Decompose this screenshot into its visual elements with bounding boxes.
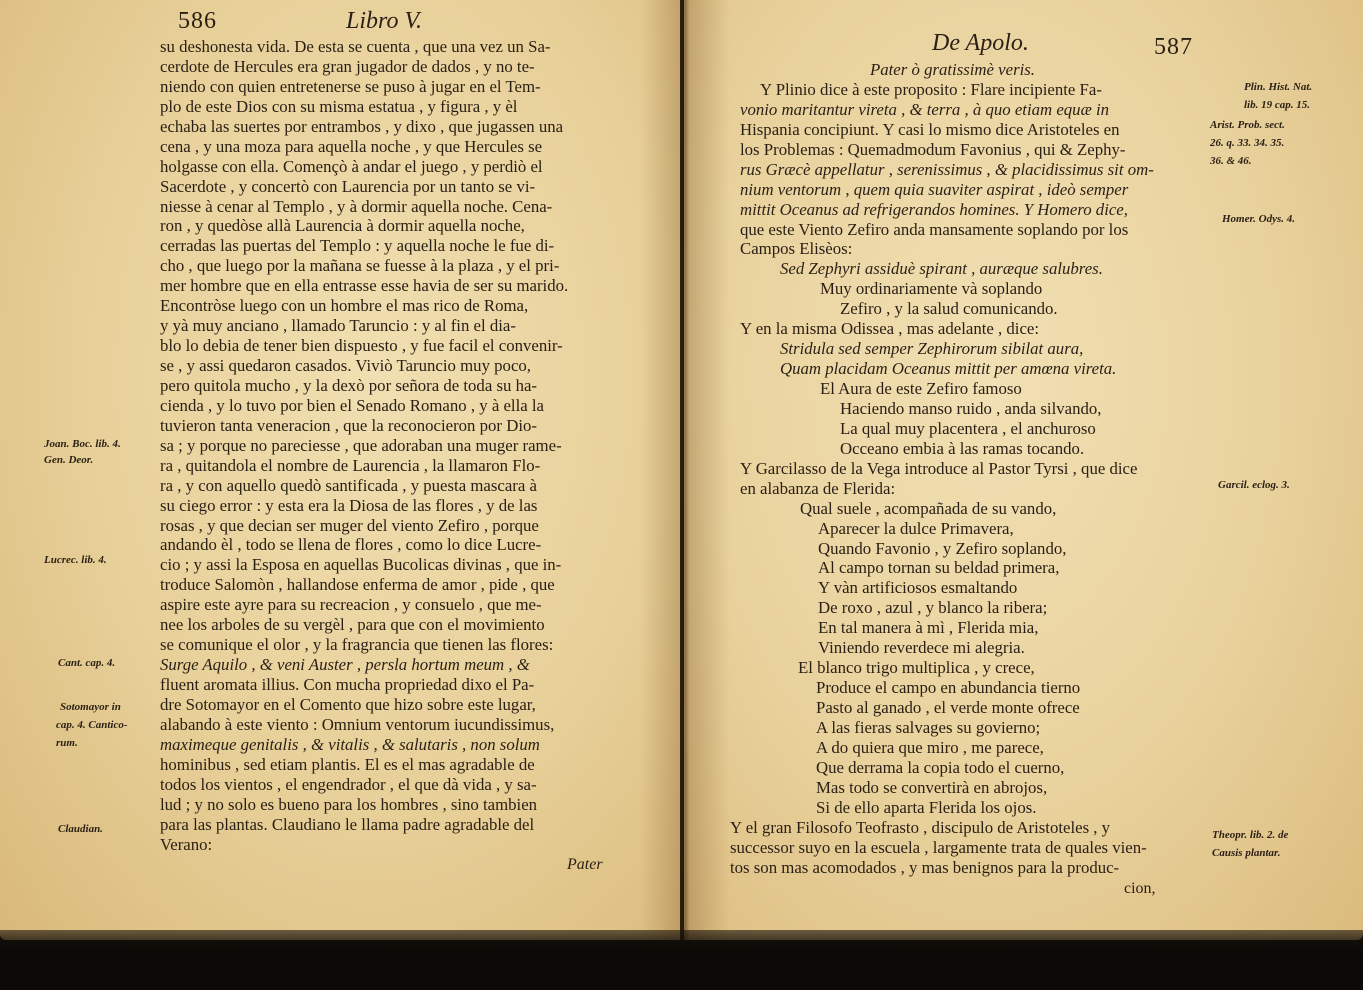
text-line: echaba las suertes por entrambos , y dixo , que jugassen una: [160, 116, 564, 136]
text-line: Viniendo reverdece mi alegria.: [818, 638, 1025, 658]
text-line: niesse à cenar al Templo , y à dormir aquella noche. Cena-: [160, 196, 553, 216]
text-line: ra , quitandola el nombre de Laurencia , la llamaron Flo-: [160, 455, 541, 475]
text-line: La qual muy placentera , el anchuroso: [840, 418, 1096, 438]
left-running-head: Libro V.: [346, 8, 423, 34]
text-line: Quando Favonio , y Zefiro soplando,: [818, 538, 1067, 558]
text-line: Surge Aquilo , & veni Auster , persla hortum meum , &: [160, 655, 530, 675]
text-line: Haciendo manso ruido , anda silvando,: [840, 398, 1102, 418]
text-line: ra , y con aquello quedò santificada , y puesta mascara à: [160, 475, 537, 495]
text-line: Campos Elisèos:: [740, 239, 853, 259]
text-line: mer hombre que en ella entrasse esse havia de ser su marido.: [160, 276, 569, 296]
margin-note: Arist. Prob. sect.: [1210, 119, 1285, 131]
text-line: niendo con quien entretenerse se puso à jugar en el Tem-: [160, 76, 541, 96]
text-line: se comunique el olor , y la fragrancia que tienen las flores:: [160, 635, 554, 655]
margin-note: lib. 19 cap. 15.: [1244, 99, 1310, 111]
right-body-text: [730, 60, 1200, 877]
text-line: Quam placidam Oceanus mittit per amœna vireta.: [780, 359, 1117, 379]
text-line: blo lo debia de tener bien dispuesto , y fue facil el convenir-: [160, 336, 563, 356]
text-line: tos son mas acomodados , y mas benignos para la produc-: [730, 857, 1120, 877]
text-line: y yà muy anciano , llamado Taruncio : y al fin el dia-: [160, 316, 516, 336]
text-line: troduce Salomòn , hallandose enferma de amor , pide , que: [160, 575, 555, 595]
text-line: cena , y una moza para aquella noche , y que Hercules se: [160, 136, 543, 156]
text-line: Verano:: [160, 834, 213, 854]
margin-note: Garcil. eclog. 3.: [1218, 479, 1290, 491]
text-line: Que derrama la copia todo el cuerno,: [816, 757, 1065, 777]
text-line: rosas , y que decian ser muger del viento Zefiro , porque: [160, 515, 539, 535]
text-line: Hispania concipiunt. Y casi lo mismo dice Aristoteles en: [740, 119, 1120, 139]
text-line: A las fieras salvages su govierno;: [816, 717, 1041, 737]
text-line: El blanco trigo multiplica , y crece,: [798, 658, 1035, 678]
right-page: [684, 0, 1363, 940]
right-running-head: De Apolo.: [932, 30, 1029, 56]
margin-note: Homer. Odys. 4.: [1222, 213, 1296, 225]
text-line: holgasse con ella. Començò à andar el juego , y perdiò el: [160, 156, 543, 176]
text-line: todos los vientos , el engendrador , el que dà vida , y sa-: [160, 774, 537, 794]
text-line: para las plantas. Claudiano le llama padre agradable del: [160, 814, 535, 834]
text-line: su ciego error : y esta era la Diosa de las flores , y de las: [160, 495, 538, 515]
text-line: Produce el campo en abundancia tierno: [816, 678, 1081, 698]
margin-note: Lucrec. lib. 4.: [44, 554, 107, 566]
text-line: Encontròse luego con un hombre el mas rico de Roma,: [160, 296, 529, 316]
right-catchword: cion,: [1124, 880, 1156, 897]
text-line: fluent aromata illius. Con mucha propriedad dixo el Pa-: [160, 675, 535, 694]
text-line: Aparecer la dulce Primavera,: [818, 518, 1014, 538]
text-line: maximeque genitalis , & vitalis , & salutaris , non solum: [160, 734, 540, 754]
text-line: ron , y quedòse allà Laurencia à dormir aquella noche,: [160, 216, 525, 236]
bottom-shadow: [0, 930, 1363, 990]
text-line: Pasto al ganado , el verde monte ofrece: [816, 698, 1080, 717]
text-line: vonio maritantur vireta , & terra , à quo etiam equæ in: [740, 99, 1110, 119]
text-line: cho , que luego por la mañana se fuesse à la plaza , y el pri-: [160, 256, 560, 276]
text-line: plo de este Dios con su misma estatua , y figura , y èl: [160, 96, 518, 116]
text-line: Muy ordinariamente và soplando: [820, 279, 1043, 299]
text-line: cerradas las puertas del Templo : y aquella noche le fue di-: [160, 236, 555, 256]
text-line: cienda , y lo tuvo por bien el Senado Romano , y à ella la: [160, 395, 545, 415]
text-line: mittit Oceanus ad refrigerandos homines. Y Homero dice,: [740, 199, 1128, 219]
text-line: tuvieron tanta veneracion , que la reconocieron por Dio-: [160, 415, 537, 435]
margin-note: 26. q. 33. 34. 35.: [1210, 137, 1285, 149]
text-line: su deshonesta vida. De esta se cuenta , que una vez un Sa-: [160, 37, 551, 56]
right-page-number: 587: [1154, 34, 1193, 60]
text-line: nium ventorum , quem quia suaviter aspirat , ideò semper: [740, 179, 1129, 199]
text-line: nee los arboles de su vergèl , para que con el movimiento: [160, 615, 545, 635]
text-line: successor suyo en la escuela , largamente trata de quales vien-: [730, 837, 1147, 857]
left-body-text: [160, 37, 630, 854]
margin-note: Theopr. lib. 2. de: [1212, 829, 1289, 841]
text-line: Y vàn artificiosos esmaltando: [818, 578, 1018, 598]
margin-note: Joan. Boc. lib. 4.: [44, 438, 121, 450]
text-line: hominibus , sed etiam plantis. El es el mas agradable de: [160, 754, 535, 774]
text-line: En tal manera à mì , Flerida mia,: [818, 618, 1039, 638]
text-line: Y en la misma Odissea , mas adelante , dice:: [740, 319, 1040, 339]
text-line: Si de ello aparta Flerida los ojos.: [816, 797, 1037, 817]
margin-note: rum.: [56, 737, 78, 749]
margin-note: Cant. cap. 4.: [58, 657, 116, 669]
text-line: cerdote de Hercules era gran jugador de dados , y no te-: [160, 56, 535, 76]
text-line: Sed Zephyri assiduè spirant , auræque salubres.: [780, 259, 1103, 279]
text-line: Y Plinio dice à este proposito : Flare incipiente Fa-: [760, 79, 1102, 99]
text-line: en alabanza de Flerida:: [740, 478, 896, 498]
margin-note: 36. & 46.: [1210, 155, 1252, 167]
text-line: alabando à este viento : Omnium ventorum iucundissimus,: [160, 714, 555, 734]
margin-note: cap. 4. Cantico-: [56, 719, 128, 731]
text-line: dre Sotomayor en el Comento que hizo sobre este lugar,: [160, 694, 536, 714]
text-line: pero quitola mucho , y la dexò por señora de toda su ha-: [160, 375, 538, 395]
margin-note: Causis plantar.: [1212, 847, 1281, 859]
text-line: andando èl , todo se llena de flores , como lo dice Lucre-: [160, 535, 542, 555]
text-line: que este Viento Zefiro anda mansamente soplando por los: [740, 219, 1129, 239]
text-line: los Problemas : Quemadmodum Favonius , qui & Zephy-: [740, 139, 1126, 159]
text-line: se , y assi quedaron casados. Viviò Taruncio muy poco,: [160, 356, 531, 375]
text-line: Stridula sed semper Zephirorum sibilat aura,: [780, 339, 1084, 359]
text-line: aspire este ayre para su recreacion , y consuelo , que me-: [160, 595, 542, 615]
text-line: lud ; y no solo es bueno para los hombres , sino tambien: [160, 794, 538, 814]
text-line: cio ; y assi la Esposa en aquellas Bucolicas divinas , que in-: [160, 555, 562, 575]
margin-note: Claudian.: [58, 823, 103, 835]
text-line: Occeano embia à las ramas tocando.: [840, 438, 1085, 458]
text-line: De roxo , azul , y blanco la ribera;: [818, 598, 1048, 618]
text-line: Qual suele , acompañada de su vando,: [800, 498, 1057, 518]
left-page-number: 586: [178, 8, 217, 34]
text-line: Sacerdote , y concertò con Laurencia por un tanto se vi-: [160, 176, 536, 196]
text-line: Al campo tornan su beldad primera,: [818, 558, 1060, 578]
margin-note: Plin. Hist. Nat.: [1244, 81, 1313, 93]
text-line: Mas todo se convertirà en abrojos,: [816, 777, 1048, 797]
text-line: sa ; y porque no pareciesse , que adoraban una muger rame-: [160, 435, 562, 455]
margin-note: Sotomayor in: [60, 701, 121, 713]
text-line: rus Græcè appellatur , serenissimus , & placidissimus sit om-: [740, 159, 1154, 179]
text-line: El Aura de este Zefiro famoso: [820, 379, 1022, 398]
text-line: Y Garcilasso de la Vega introduce al Pastor Tyrsi , que dice: [740, 458, 1138, 478]
left-catchword: Pater: [567, 856, 603, 873]
margin-note: Gen. Deor.: [44, 454, 94, 466]
text-line: A do quiera que miro , me parece,: [816, 737, 1044, 757]
text-line: Y el gran Filosofo Teofrasto , discipulo de Aristoteles , y: [730, 817, 1111, 837]
text-line: Zefiro , y la salud comunicando.: [840, 299, 1058, 319]
text-line: Pater ò gratissimè veris.: [870, 60, 1036, 79]
left-page: [0, 0, 680, 940]
